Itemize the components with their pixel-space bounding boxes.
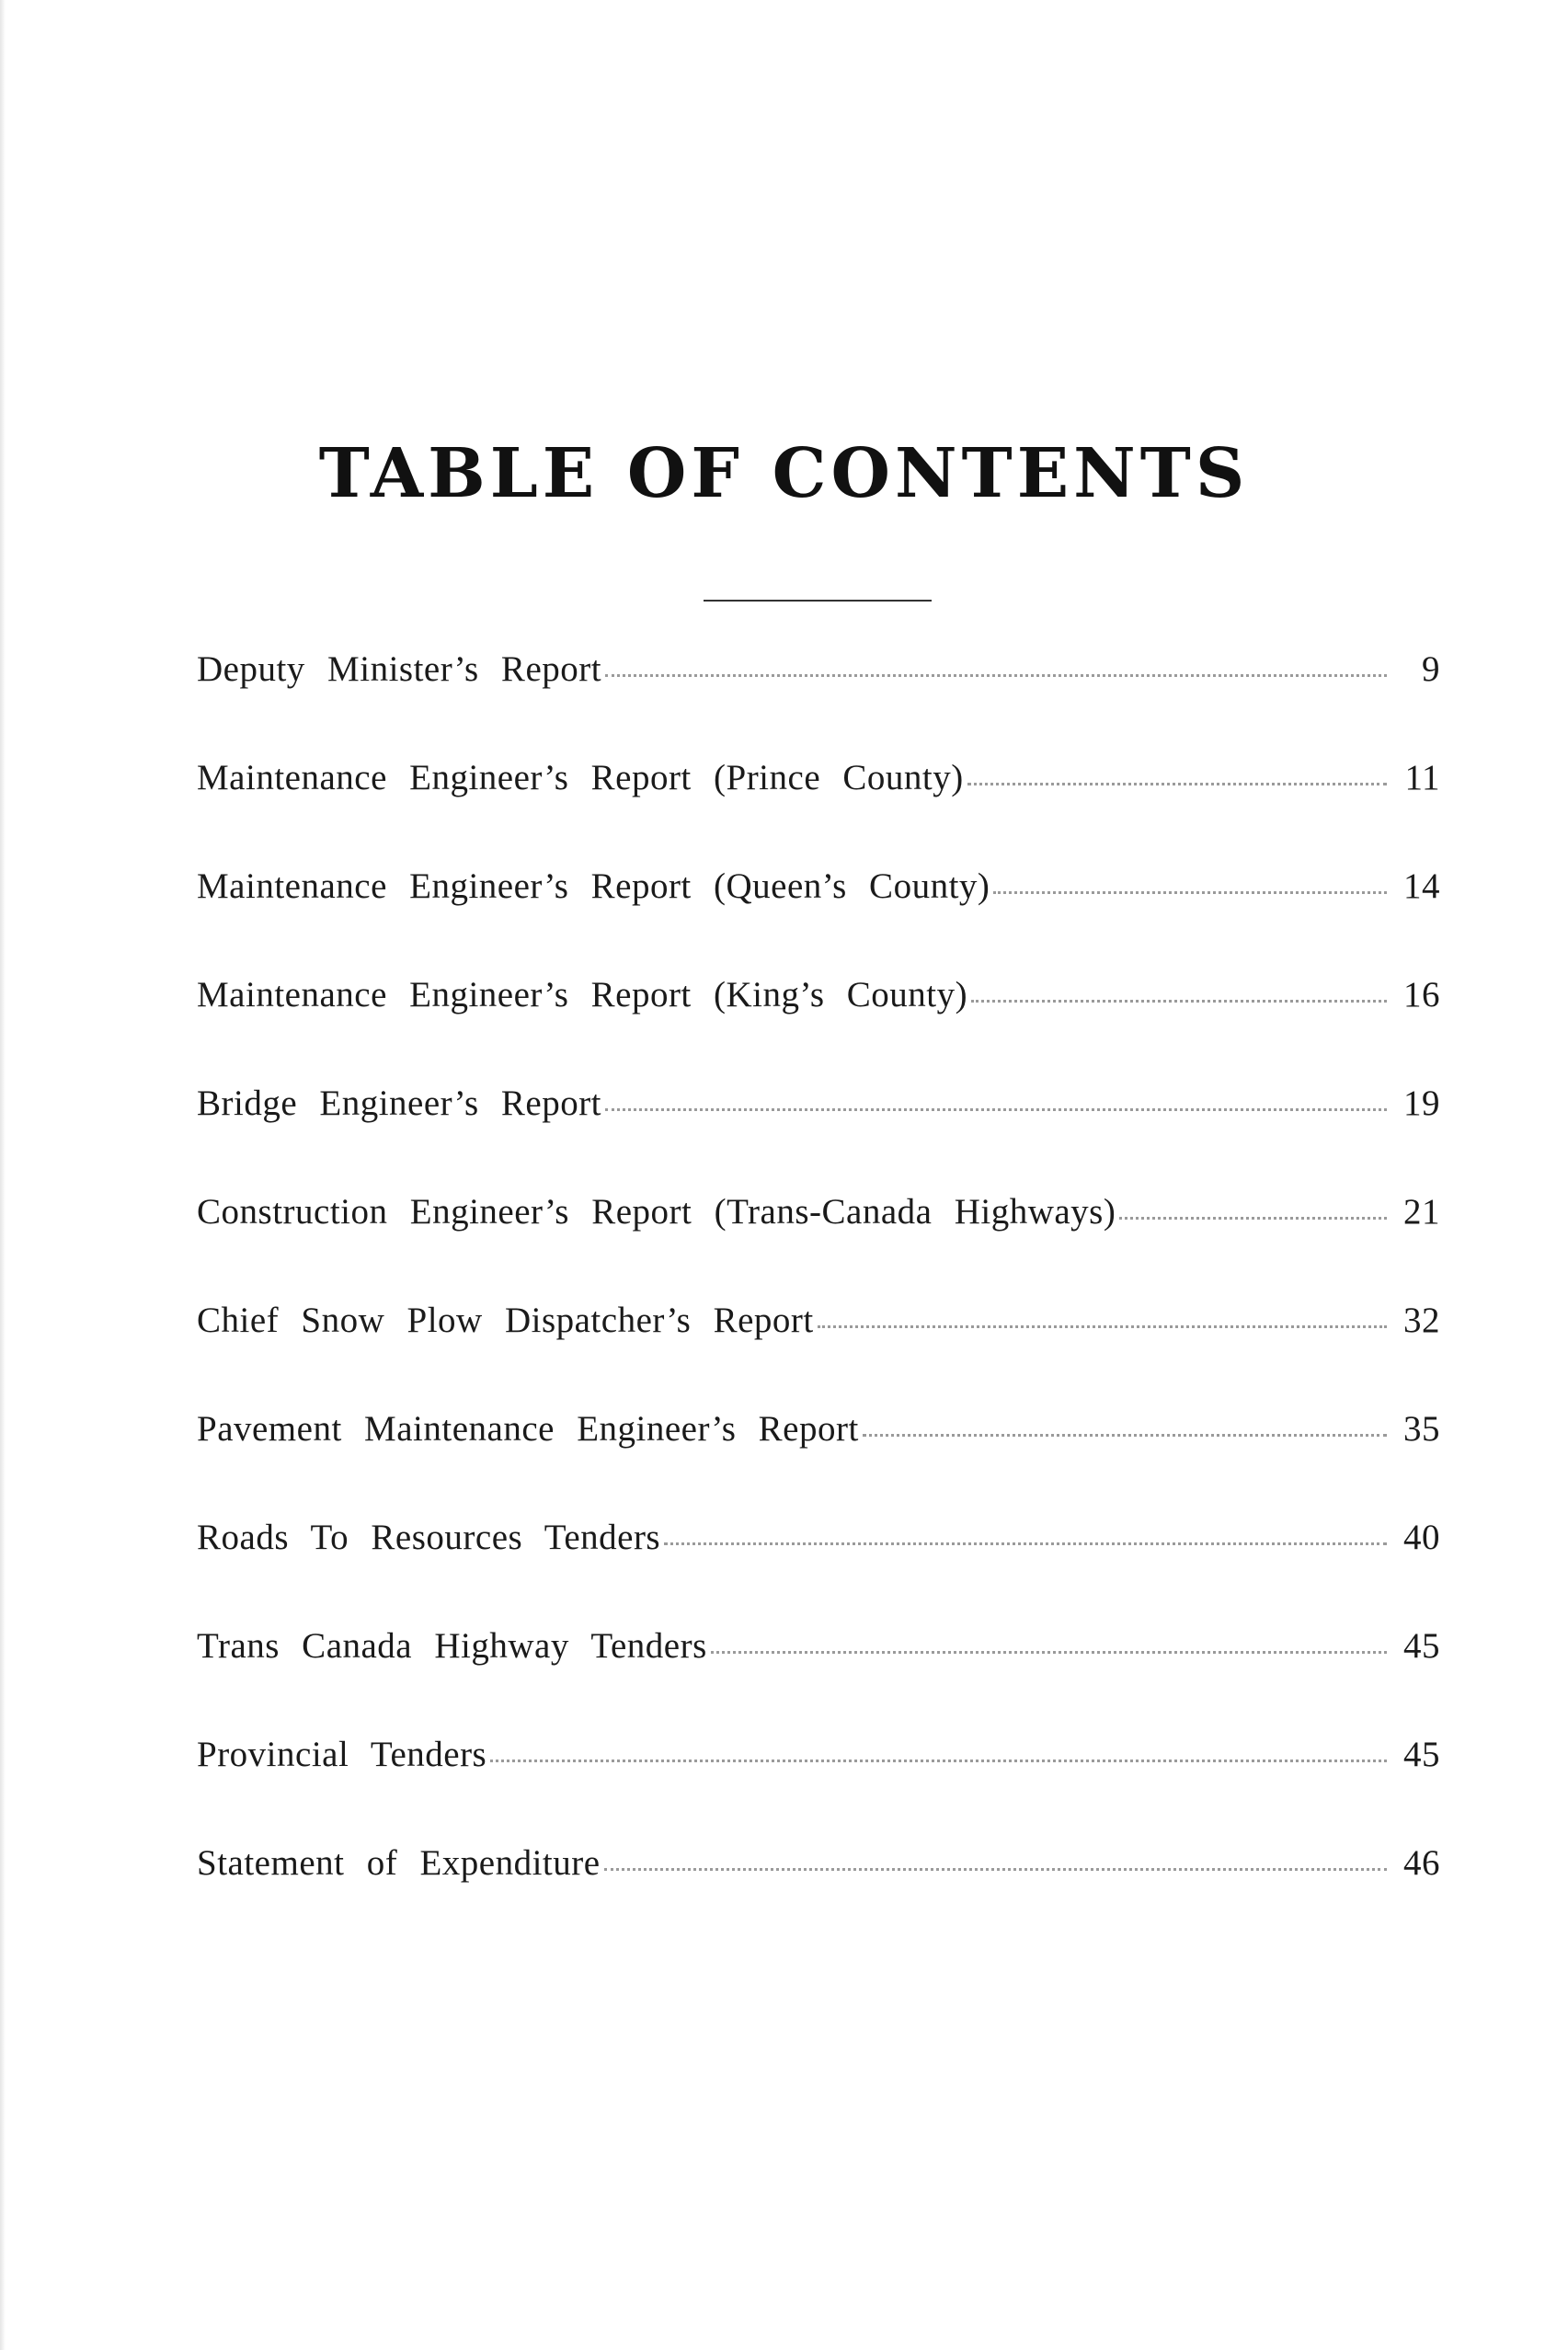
toc-entry (197, 977, 1440, 1085)
dot-leader (711, 1651, 1387, 1654)
toc-entry-page: 14 (1403, 866, 1440, 906)
toc-entry-page: 9 (1422, 649, 1440, 689)
toc-entry-label: Roads To Resources Tenders (197, 1518, 661, 1557)
toc-entry-page: 35 (1403, 1409, 1440, 1449)
toc-entry-label: Construction Engineer’s Report (Trans-Canada Highways) (197, 1192, 1116, 1232)
toc-entry (197, 1737, 1440, 1845)
toc-entry (197, 868, 1440, 977)
toc-entry-label: Maintenance Engineer’s Report (Prince County) (197, 758, 964, 797)
page-title: TABLE OF CONTENTS (318, 434, 1250, 513)
dot-leader (605, 1108, 1387, 1111)
dot-leader (604, 1868, 1387, 1871)
toc-entry (197, 760, 1440, 868)
dot-leader (490, 1760, 1387, 1762)
toc-entry-page: 46 (1403, 1843, 1440, 1883)
toc-entry (197, 1302, 1440, 1411)
dot-leader (993, 891, 1387, 894)
dot-leader (605, 674, 1387, 677)
dot-leader (818, 1325, 1387, 1328)
toc-entry-label: Pavement Maintenance Engineer’s Report (197, 1409, 859, 1449)
dot-leader (664, 1542, 1387, 1545)
toc-entry (197, 1845, 1440, 1954)
toc-entry (197, 1194, 1440, 1302)
toc-entry-page: 16 (1403, 975, 1440, 1015)
toc-entry-label: Chief Snow Plow Dispatcher’s Report (197, 1301, 814, 1340)
page-edge-shadow (0, 0, 6, 2350)
dot-leader (1119, 1217, 1387, 1220)
toc-entry-label: Deputy Minister’s Report (197, 649, 602, 689)
toc-entry-label: Trans Canada Highway Tenders (197, 1626, 707, 1666)
toc-entry-label: Bridge Engineer’s Report (197, 1083, 602, 1123)
toc-list (197, 651, 1440, 1954)
toc-entry (197, 1085, 1440, 1194)
dot-leader (971, 1000, 1387, 1003)
dot-leader (967, 783, 1387, 785)
toc-entry (197, 1411, 1440, 1519)
toc-entry-label: Provincial Tenders (197, 1735, 487, 1774)
toc-entry (197, 1519, 1440, 1628)
title-divider (704, 600, 932, 602)
toc-entry-label: Maintenance Engineer’s Report (King’s County) (197, 975, 968, 1015)
toc-entry (197, 651, 1440, 760)
toc-entry-page: 32 (1403, 1301, 1440, 1340)
toc-entry-page: 40 (1403, 1518, 1440, 1557)
toc-entry-page: 45 (1403, 1626, 1440, 1666)
dot-leader (863, 1434, 1387, 1437)
toc-entry-page: 19 (1403, 1083, 1440, 1123)
toc-entry (197, 1628, 1440, 1737)
toc-entry-label: Statement of Expenditure (197, 1843, 601, 1883)
toc-entry-label: Maintenance Engineer’s Report (Queen’s County) (197, 866, 990, 906)
toc-entry-page: 45 (1403, 1735, 1440, 1774)
toc-entry-page: 21 (1403, 1192, 1440, 1232)
toc-entry-page: 11 (1404, 758, 1440, 797)
